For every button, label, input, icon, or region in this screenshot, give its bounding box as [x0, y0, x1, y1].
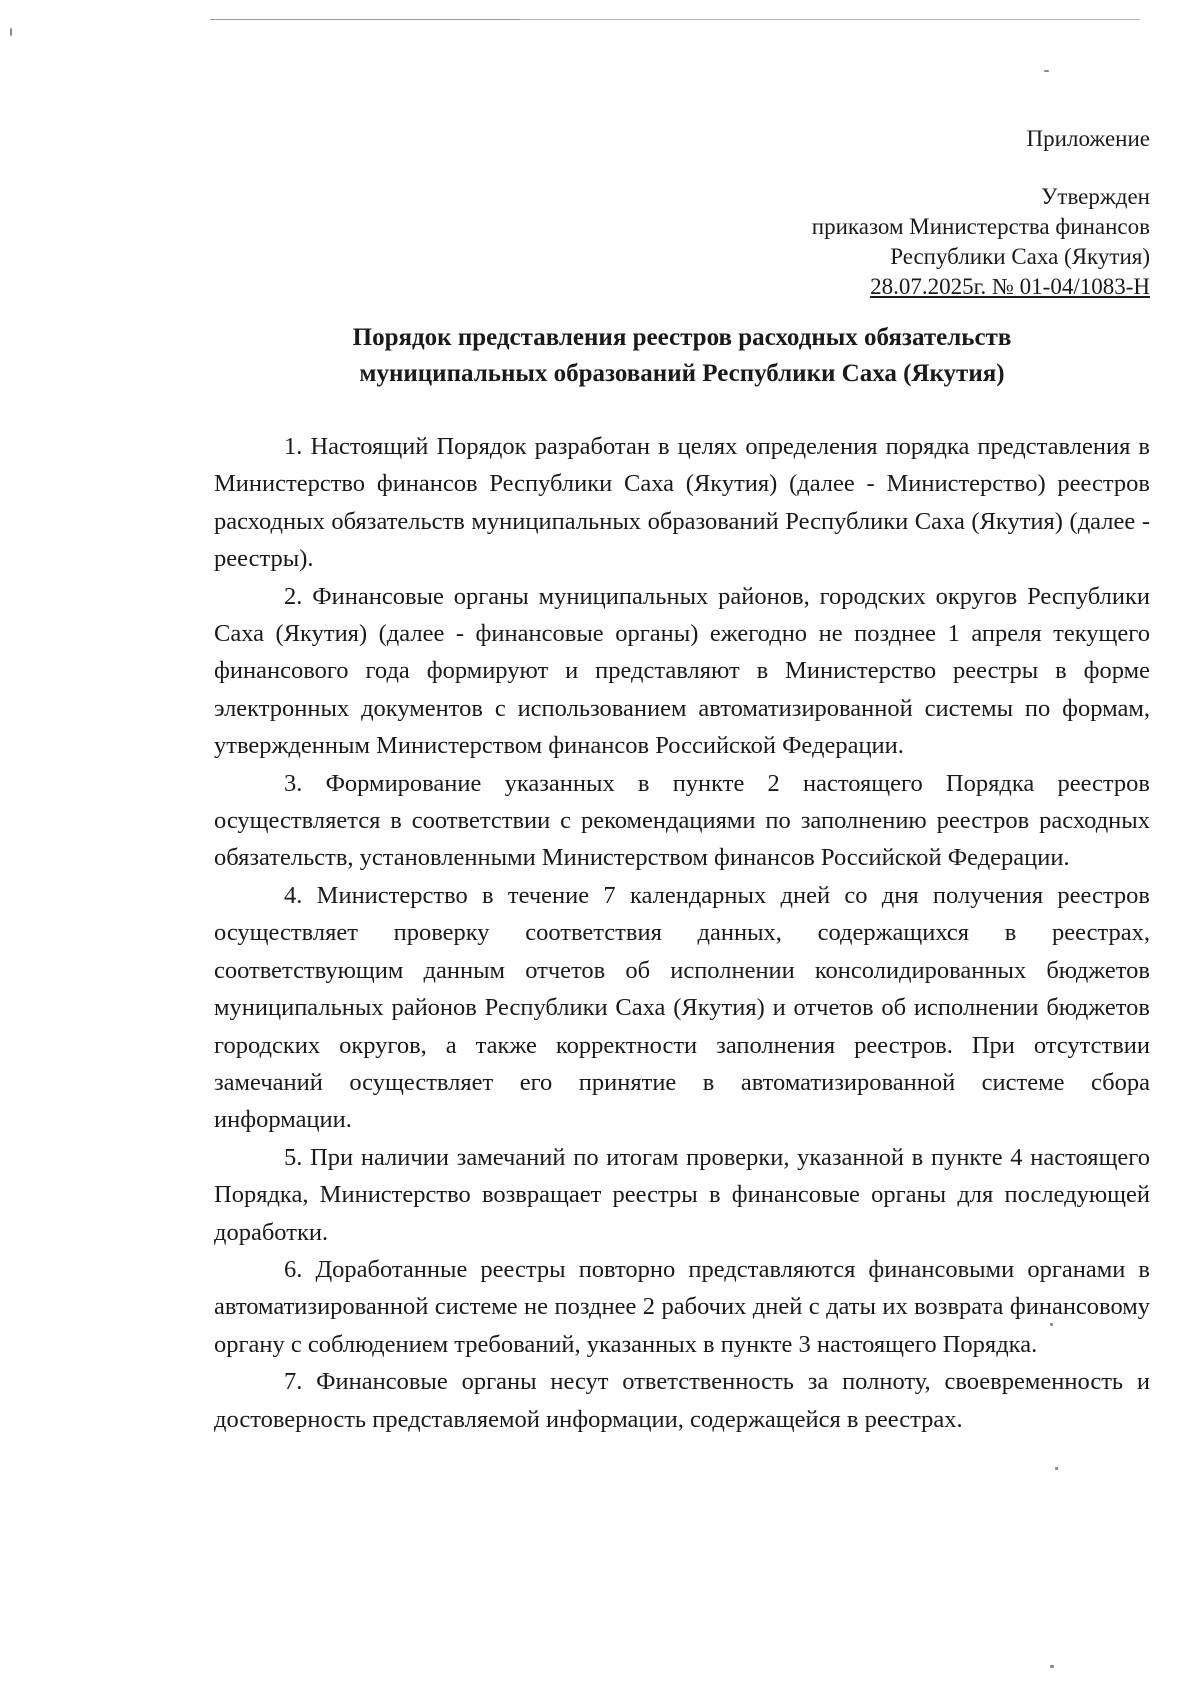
paragraph-4: 4. Министерство в течение 7 календарных дней со дня получения реестров осуществляет проверку соответствия данных, содержащихся в реестрах, соответствующим данным отчетов об исполнении консолидированных бюджетов муниципальных районов Республики Саха (Якутия) и отчетов об исполнении бюджетов городских округов, а также корректности заполнения реестров. При отсутствии замечаний осуществляет его принятие в автоматизированной системе сбора информации. — [214, 881, 1150, 1134]
scan-edge-line — [520, 19, 1140, 20]
document-title — [212, 320, 1152, 392]
approved-republic: Республики Саха (Якутия) — [890, 244, 1150, 269]
title-line: муниципальных образований Республики Саха (Якутия) — [359, 360, 1005, 387]
approval-block — [550, 124, 1150, 302]
approved-label: Утвержден — [1041, 184, 1150, 209]
scan-speck — [1044, 70, 1049, 72]
scan-speck — [10, 28, 12, 36]
title-line: Порядок представления реестров расходных обязательств — [352, 324, 1012, 351]
appendix-label: Приложение — [1026, 126, 1150, 151]
scan-speck — [1050, 1665, 1054, 1668]
paragraph-1: 1. Настоящий Порядок разработан в целях определения порядка представления в Министерство финансов Республики Саха (Якутия) (далее - Министерство) реестров расходных обязательств муниципальных образований Республики Саха (Якутия) (далее - реестры). — [214, 433, 1150, 573]
document-body — [214, 428, 1150, 1438]
paragraph-5: 5. При наличии замечаний по итогам проверки, указанной в пункте 4 настоящего Порядка, Министерство возвращает реестры в финансовые органы для последующей доработки. — [214, 1143, 1150, 1246]
paragraph-7: 7. Финансовые органы несут ответственность за полноту, своевременность и достоверность представляемой информации, содержащейся в реестрах. — [214, 1368, 1150, 1433]
paragraph-2: 2. Финансовые органы муниципальных районов, городских округов Республики Саха (Якутия) (далее - финансовые органы) ежегодно не позднее 1 апреля текущего финансового года формируют и представляют в Министерство реестры в форме электронных документов с использованием автоматизированной системы по формам, утвержденным Министерством финансов Российской Федерации. — [214, 582, 1150, 760]
order-reference: 28.07.2025г. № 01-04/1083-Н — [870, 274, 1150, 299]
scan-edge-line — [210, 19, 520, 20]
scan-speck — [1055, 1467, 1058, 1470]
approved-by-order: приказом Министерства финансов — [811, 214, 1150, 239]
paragraph-6: 6. Доработанные реестры повторно представляются финансовыми органами в автоматизированной системе не позднее 2 рабочих дней с даты их возврата финансовому органу с соблюдением требований, указанных в пункте 3 настоящего Порядка. — [214, 1255, 1150, 1358]
paragraph-3: 3. Формирование указанных в пункте 2 настоящего Порядка реестров осуществляется в соответствии с рекомендациями по заполнению реестров расходных обязательств, установленными Министерством финансов Российской Федерации. — [214, 769, 1150, 872]
